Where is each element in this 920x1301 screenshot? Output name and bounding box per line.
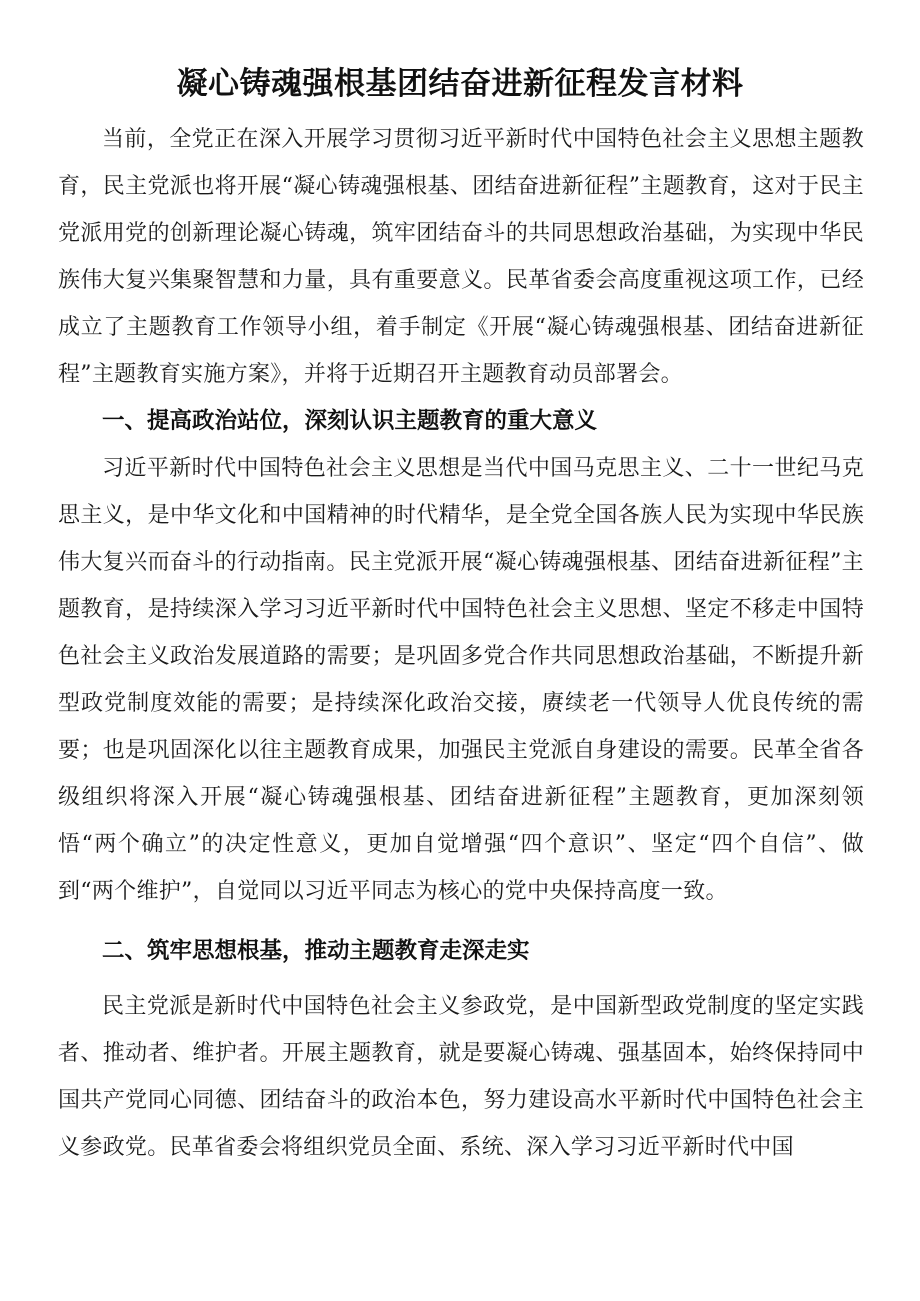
document-title: 凝心铸魂强根基团结奋进新征程发言材料 <box>176 66 744 102</box>
section-2-heading: 二、筑牢思想根基，推动主题教育走深走实 <box>102 938 530 964</box>
document-body <box>58 116 864 1171</box>
section-2-paragraph: 民主党派是新时代中国特色社会主义参政党，是中国新型政党制度的坚定实践者、推动者、维护者。开展主题教育，就是要凝心铸魂、强基固本，始终保持同中国共产党同心同德、团结奋斗的政治本色，努力建设高水平新时代中国特色社会主义参政党。民革省委会将组织党员全面、系统、深入学习习近平新时代中国 <box>58 994 864 1160</box>
intro-paragraph: 当前，全党正在深入开展学习贯彻习近平新时代中国特色社会主义思想主题教育，民主党派也将开展“凝心铸魂强根基、团结奋进新征程”主题教育，这对于民主党派用党的创新理论凝心铸魂，筑牢团结奋斗的共同思想政治基础，为实现中华民族伟大复兴集聚智慧和力量，具有重要意义。民革省委会高度重视这项工作，已经成立了主题教育工作领导小组，着手制定《开展“凝心铸魂强根基、团结奋进新征程”主题教育实施方案》，并将于近期召开主题教育动员部署会。 <box>58 127 864 387</box>
section-1-paragraph: 习近平新时代中国特色社会主义思想是当代中国马克思主义、二十一世纪马克思主义，是中华文化和中国精神的时代精华，是全党全国各族人民为实现中华民族伟大复兴而奋斗的行动指南。民主党派开展“凝心铸魂强根基、团结奋进新征程”主题教育，是持续深入学习习近平新时代中国特色社会主义思想、坚定不移走中国特色社会主义政治发展道路的需要；是巩固多党合作共同思想政治基础，不断提升新型政党制度效能的需要；是持续深化政治交接，赓续老一代领导人优良传统的需要；也是巩固深化以往主题教育成果，加强民主党派自身建设的需要。民革全省各级组织将深入开展“凝心铸魂强根基、团结奋进新征程”主题教育，更加深刻领悟“两个确立”的决定性意义，更加自觉增强“四个意识”、坚定“四个自信”、做到“两个维护”，自觉同以习近平同志为核心的党中央保持高度一致。 <box>58 456 864 904</box>
section-1-heading: 一、提高政治站位，深刻认识主题教育的重大意义 <box>102 408 598 434</box>
